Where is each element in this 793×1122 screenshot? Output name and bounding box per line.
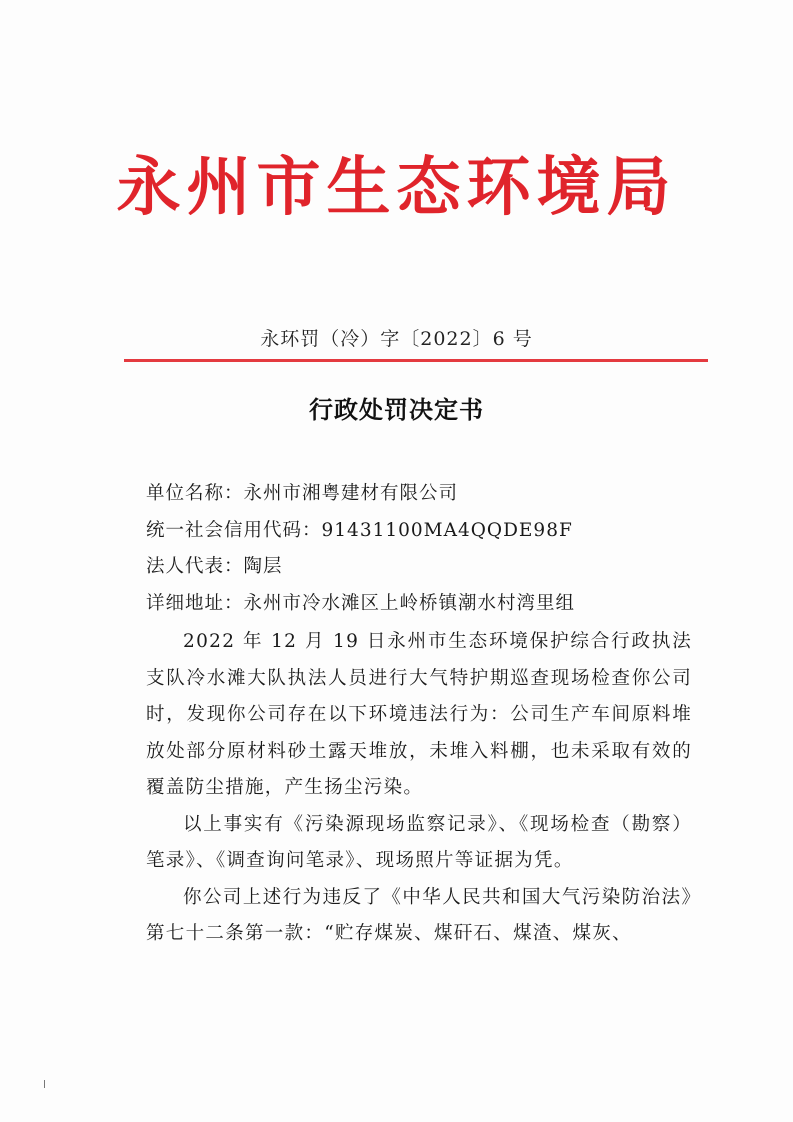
party-info-label: 详细地址： xyxy=(146,592,244,614)
body-paragraph: 2022 年 12 月 19 日永州市生态环境保护综合行政执法支队冷水滩大队执法人员进行大气特护期巡查现场检查你公司时，发现你公司存在以下环境违法行为：公司生产车间原料堆放处部分原材料砂土露天堆放，未堆入料棚，也未采取有效的覆盖防尘措施，产生扬尘污染。 xyxy=(146,631,692,798)
party-info xyxy=(146,476,706,622)
letterhead-divider xyxy=(124,359,708,362)
party-info-row-credit-code xyxy=(146,513,706,550)
party-info-value: 永州市湘粤建材有限公司 xyxy=(243,483,459,504)
party-info-row-unit-name xyxy=(146,476,706,513)
party-info-value: 91431100MA4QQDE98F xyxy=(321,519,573,541)
document-title: 行政处罚决定书 xyxy=(309,395,484,424)
party-info-value: 陶层 xyxy=(243,556,283,577)
party-info-row-legal-rep xyxy=(146,549,706,586)
party-info-value: 永州市冷水滩区上岭桥镇潮水村湾里组 xyxy=(243,592,576,614)
party-info-label: 统一社会信用代码： xyxy=(146,519,322,541)
party-info-row-address xyxy=(146,586,706,623)
document-body xyxy=(146,624,692,953)
party-info-label: 法人代表： xyxy=(146,556,244,577)
letterhead-org-name: 永州市生态环境局 xyxy=(116,150,677,225)
document-number: 永环罚（冷）字〔2022〕6 号 xyxy=(260,328,533,350)
scan-margin-mark xyxy=(44,1080,45,1088)
body-paragraph: 你公司上述行为违反了《中华人民共和国大气污染防治法》第七十二条第一款：“贮存煤炭、煤矸石、煤渣、煤灰、 xyxy=(146,886,692,944)
body-paragraph: 以上事实有《污染源现场监察记录》、《现场检查（勘察）笔录》、《调查询问笔录》、现场照片等证据为凭。 xyxy=(146,813,692,871)
party-info-label: 单位名称： xyxy=(146,483,244,504)
